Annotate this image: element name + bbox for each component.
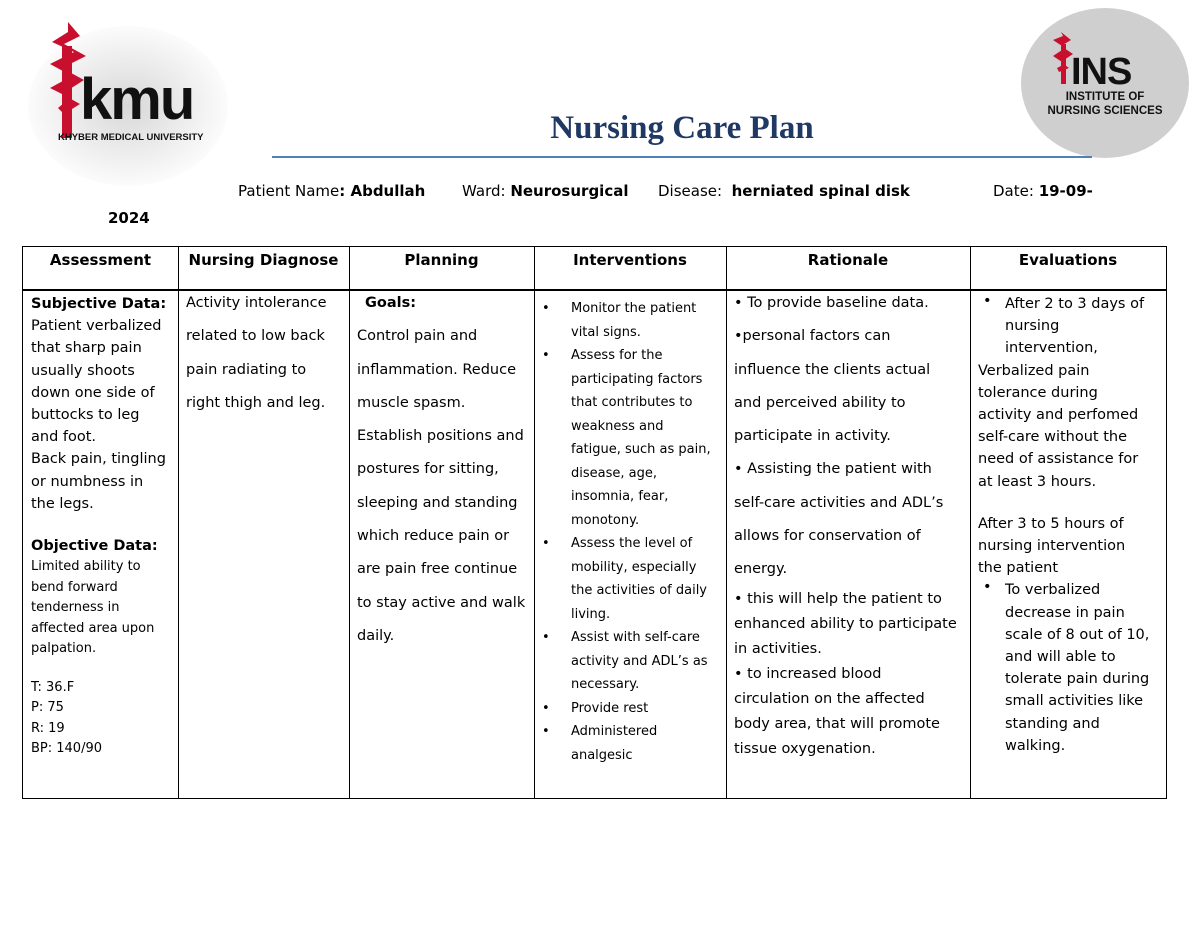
rationale-line: energy. (734, 561, 788, 578)
rationale-line: • this will help the patient to (734, 590, 942, 607)
ins-logo-text: INS (1071, 51, 1132, 93)
evaluation-bullet: • After 2 to 3 days of nursing intervention, (978, 293, 1166, 360)
rationale-line: • Assisting the patient with (734, 461, 932, 478)
ins-logo-line2: NURSING SCIENCES (1047, 105, 1163, 117)
diagnosis-line: pain radiating to (186, 361, 307, 378)
objective-line: tenderness in (31, 600, 120, 616)
planning-cell (357, 287, 533, 653)
ins-logo-line1: INSTITUTE OF (1065, 91, 1145, 103)
evaluation-line: the patient (978, 560, 1059, 577)
vital-pulse: P: 75 (31, 700, 64, 716)
column-divider (726, 247, 727, 798)
title-divider (272, 156, 1092, 158)
header-planning: Planning (404, 251, 479, 269)
rationale-line: •personal factors can (734, 328, 891, 345)
rationale-line: • To provide baseline data. (734, 295, 929, 311)
subjective-line: that sharp pain (31, 340, 142, 357)
rationale-line: and perceived ability to (734, 394, 906, 411)
page-title: Nursing Care Plan (550, 110, 814, 146)
disease-value: herniated spinal disk (731, 182, 910, 200)
evaluation-bullet: • To verbalized decrease in pain scale of 8 out of 10, and will able to tolerate pain during small activities like standing and walking. (978, 579, 1166, 757)
planning-line: which reduce pain or (357, 528, 510, 545)
rationale-line: circulation on the affected (734, 690, 925, 707)
subjective-line: down one side of (31, 384, 155, 401)
rationale-line: participate in activity. (734, 428, 891, 445)
rationale-line: self-care activities and ADL’s (734, 494, 944, 511)
intervention-item: • Assist with self-care activity and ADL’s as necessary. (536, 626, 724, 697)
rationale-line: allows for conservation of (734, 528, 921, 545)
care-plan-table (22, 246, 1167, 799)
planning-line: to stay active and walk (357, 594, 526, 611)
evaluation-line: activity and perfomed (978, 407, 1139, 424)
subjective-line: and foot. (31, 429, 97, 446)
evaluations-cell (978, 293, 1166, 757)
column-divider (970, 247, 971, 798)
objective-title: Objective Data: (31, 538, 158, 555)
header-interventions: Interventions (573, 251, 687, 269)
vital-blood-pressure: BP: 140/90 (31, 741, 103, 757)
diagnosis-line: related to low back (186, 328, 325, 345)
diagnosis-line: right thigh and leg. (186, 394, 326, 411)
planning-line: muscle spasm. (357, 394, 466, 411)
intervention-item: • Provide rest (536, 697, 724, 721)
disease-label: Disease: (658, 182, 723, 200)
column-divider (534, 247, 535, 798)
patient-name-label: Patient Name (238, 182, 340, 200)
rationale-line: enhanced ability to participate (734, 615, 957, 632)
objective-line: bend forward (31, 579, 118, 595)
interventions-cell (536, 297, 724, 767)
column-divider (349, 247, 350, 798)
date-field (993, 182, 1093, 200)
planning-line: daily. (357, 627, 395, 644)
header-nursing-diagnose: Nursing Diagnose (188, 251, 339, 269)
intervention-item: • Administered analgesic (536, 720, 724, 767)
planning-line: Establish positions and (357, 428, 524, 445)
subjective-line: Patient verbalized (31, 318, 162, 335)
planning-line: sleeping and standing (357, 494, 518, 511)
planning-line: inflammation. Reduce (357, 361, 516, 378)
ward-label: Ward: (462, 182, 506, 200)
evaluation-line: nursing intervention (978, 538, 1126, 555)
rationale-cell (734, 287, 968, 762)
date-year: 2024 (108, 209, 150, 227)
planning-line: postures for sitting, (357, 461, 499, 478)
planning-line: are pain free continue (357, 561, 518, 578)
goals-title: Goals: (365, 295, 417, 311)
subjective-line: or numbness in (31, 473, 144, 490)
intervention-item: • Assess for the participating factors that contributes to weakness and fatigue, such as pain, disease, age, insomnia, fear, monotony. (536, 344, 724, 532)
evaluation-line: After 3 to 5 hours of (978, 515, 1124, 532)
rationale-line: in activities. (734, 640, 822, 657)
kmu-logo (28, 16, 228, 186)
disease-field (658, 182, 910, 200)
column-divider (178, 247, 179, 798)
header-rationale: Rationale (807, 251, 889, 269)
header-evaluations: Evaluations (1018, 251, 1118, 269)
objective-line: palpation. (31, 641, 97, 657)
rationale-line: body area, that will promote (734, 715, 940, 732)
date-value: 19-09- (1038, 182, 1093, 200)
ward-value: Neurosurgical (510, 182, 629, 200)
kmu-logo-subtext: KHYBER MEDICAL UNIVERSITY (58, 132, 204, 143)
evaluation-line: at least 3 hours. (978, 473, 1097, 490)
rationale-line: tissue oxygenation. (734, 740, 876, 757)
kmu-logo-text: kmu (80, 67, 194, 132)
evaluation-line: self-care without the (978, 429, 1127, 446)
rationale-line: influence the clients actual (734, 361, 931, 378)
intervention-item: • Assess the level of mobility, especially the activities of daily living. (536, 532, 724, 626)
objective-line: affected area upon (31, 620, 155, 636)
objective-line: Limited ability to (31, 559, 141, 575)
date-label: Date: (993, 182, 1034, 200)
subjective-line: Back pain, tingling (31, 451, 166, 468)
patient-name-value: : Abdullah (339, 182, 426, 200)
subjective-title: Subjective Data: (31, 296, 167, 312)
subjective-line: buttocks to leg (31, 407, 140, 424)
ward-field (462, 182, 628, 200)
rationale-line: • to increased blood (734, 665, 882, 682)
vital-temperature: T: 36.F (31, 679, 75, 695)
planning-line: Control pain and (357, 328, 478, 345)
subjective-line: usually shoots (31, 362, 135, 379)
vital-respiration: R: 19 (31, 720, 65, 736)
evaluation-line: tolerance during (978, 384, 1098, 401)
patient-name-field (238, 182, 425, 200)
evaluation-line: Verbalized pain (978, 362, 1090, 379)
nursing-diagnose-cell (186, 287, 346, 420)
diagnosis-line: Activity intolerance (186, 295, 327, 311)
evaluation-line: need of assistance for (978, 451, 1139, 468)
assessment-cell (31, 293, 176, 760)
intervention-item: • Monitor the patient vital signs. (536, 297, 724, 344)
header-assessment: Assessment (49, 251, 152, 269)
subjective-line: the legs. (31, 495, 94, 512)
